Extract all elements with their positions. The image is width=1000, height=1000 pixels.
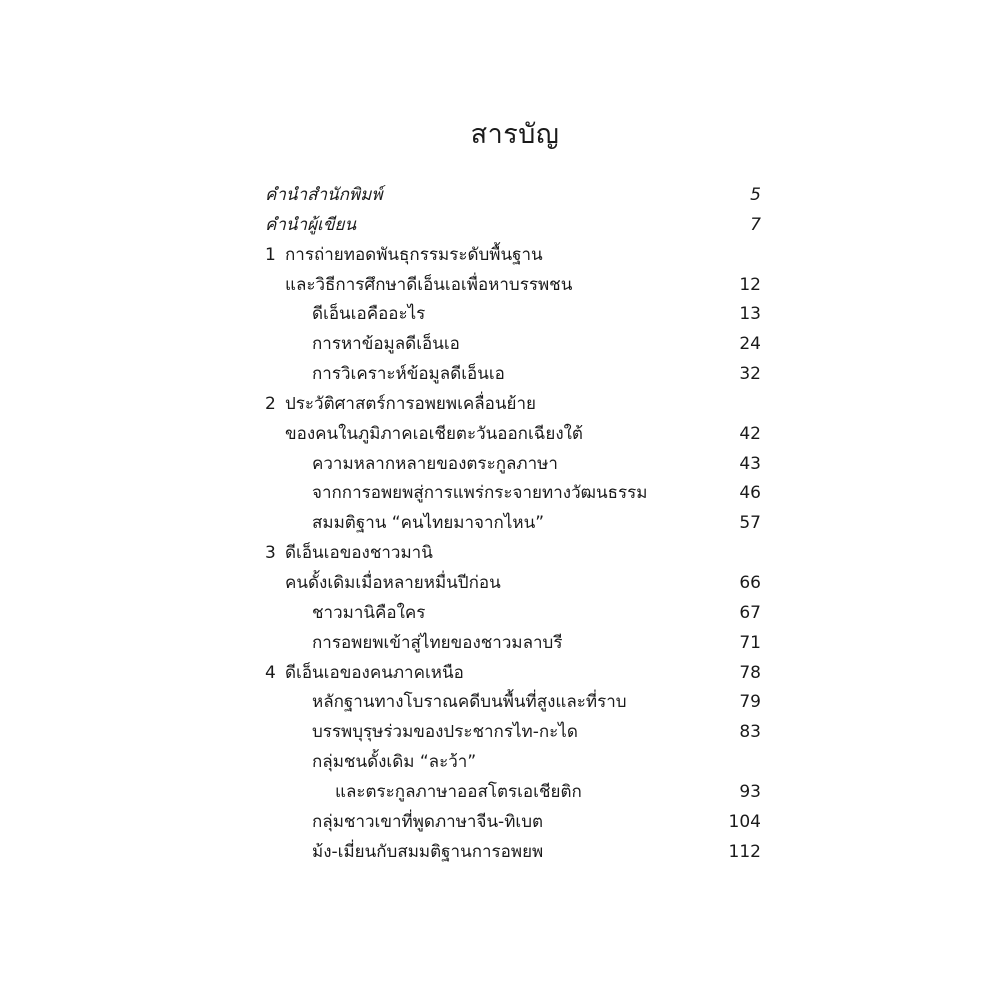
toc-entry-text: และวิธีการศึกษาดีเอ็นเอเพื่อหาบรรพชน: [285, 274, 573, 295]
chapter-number: 1: [265, 244, 276, 265]
toc-entry-text: การหาข้อมูลดีเอ็นเอ: [312, 334, 460, 355]
toc-page-number: 67: [739, 602, 761, 623]
toc-entry-text: คำนำผู้เขียน: [265, 214, 357, 235]
toc-page-number: 43: [739, 453, 761, 474]
toc-entry-text: การวิเคราะห์ข้อมูลดีเอ็นเอ: [312, 364, 505, 385]
toc-page-number: 12: [739, 274, 761, 295]
toc-chapter-1[interactable]: [265, 241, 761, 271]
toc-entry-text: ดีเอ็นเอของคนภาคเหนือ: [285, 662, 464, 683]
toc-section[interactable]: [265, 718, 761, 748]
toc-section[interactable]: [265, 450, 761, 480]
toc-entry-text: บรรพบุรุษร่วมของประชากรไท-กะได: [312, 722, 578, 743]
toc-section[interactable]: [265, 360, 761, 390]
toc-chapter-3[interactable]: [265, 539, 761, 569]
toc-entry-text: หลักฐานทางโบราณคดีบนพื้นที่สูงและที่ราบ: [312, 692, 627, 713]
toc-section[interactable]: [265, 748, 761, 778]
toc-page-number: 24: [739, 334, 761, 355]
toc-page-number: 71: [739, 632, 761, 653]
toc-section-continued[interactable]: [265, 778, 761, 808]
toc-section[interactable]: [265, 509, 761, 539]
toc-entry-text: คนดั้งเดิมเมื่อหลายหมื่นปีก่อน: [285, 572, 501, 593]
toc-entry-author-preface[interactable]: [265, 211, 761, 241]
toc-section[interactable]: [265, 479, 761, 509]
toc-page-number: 83: [739, 722, 761, 743]
toc-section[interactable]: [265, 688, 761, 718]
toc-section[interactable]: [265, 838, 761, 868]
toc-page-number: 7: [750, 214, 761, 235]
toc-page-number: 112: [728, 841, 761, 862]
toc-entry-text: ความหลากหลายของตระกูลภาษา: [312, 453, 558, 474]
toc-page-number: 46: [739, 483, 761, 504]
toc-section[interactable]: [265, 599, 761, 629]
page-title: สารบัญ: [470, 119, 560, 150]
toc-page-number: 42: [739, 423, 761, 444]
toc-page-number: 66: [739, 572, 761, 593]
toc-chapter-4[interactable]: [265, 659, 761, 689]
chapter-number: 2: [265, 393, 276, 414]
toc-entry-text: กลุ่มชาวเขาที่พูดภาษาจีน-ทิเบต: [312, 811, 544, 832]
toc-page-number: 57: [739, 513, 761, 534]
toc-page-number: 13: [739, 304, 761, 325]
toc-section[interactable]: [265, 300, 761, 330]
toc-page-number: 5: [750, 185, 761, 205]
toc-entry-text: ดีเอ็นเอของชาวมานิ: [285, 543, 433, 564]
chapter-number: 4: [265, 662, 276, 683]
toc-entry-text: ของคนในภูมิภาคเอเชียตะวันออกเฉียงใต้: [285, 423, 583, 444]
toc-section[interactable]: [265, 808, 761, 838]
toc-entry-text: คำนำสำนักพิมพ์: [265, 185, 383, 205]
toc-section[interactable]: [265, 629, 761, 659]
toc-page-number: 79: [739, 692, 761, 713]
toc-entry-publisher-preface[interactable]: [265, 181, 761, 211]
toc-entry-text: จากการอพยพสู่การแพร่กระจายทางวัฒนธรรม: [312, 483, 648, 504]
toc-entry-text: ดีเอ็นเอคืออะไร: [312, 304, 426, 325]
toc-entry-text: การถ่ายทอดพันธุกรรมระดับพื้นฐาน: [285, 244, 543, 265]
chapter-number: 3: [265, 543, 276, 564]
toc-entry-text: ประวัติศาสตร์การอพยพเคลื่อนย้าย: [285, 393, 536, 414]
toc-entry-text: กลุ่มชนดั้งเดิม “ละว้า”: [312, 752, 477, 773]
toc-page-number: 78: [739, 662, 761, 683]
toc-entry-text: และตระกูลภาษาออสโตรเอเชียติก: [335, 781, 582, 802]
toc-entry-text: การอพยพเข้าสู่ไทยของชาวมลาบรี: [312, 632, 563, 653]
toc-entry-text: ชาวมานิคือใคร: [312, 602, 426, 623]
toc-page-number: 32: [739, 364, 761, 385]
toc-chapter-2[interactable]: [265, 390, 761, 420]
toc-entry-text: สมมติฐาน “คนไทยมาจากไหน”: [312, 513, 545, 534]
table-of-contents: [265, 181, 761, 867]
toc-chapter-1-continued[interactable]: [265, 271, 761, 301]
toc-page-number: 104: [728, 811, 761, 832]
toc-chapter-3-continued[interactable]: [265, 569, 761, 599]
toc-section[interactable]: [265, 330, 761, 360]
toc-page-number: 93: [739, 781, 761, 802]
toc-entry-text: ม้ง-เมี่ยนกับสมมติฐานการอพยพ: [312, 841, 544, 862]
toc-chapter-2-continued[interactable]: [265, 420, 761, 450]
